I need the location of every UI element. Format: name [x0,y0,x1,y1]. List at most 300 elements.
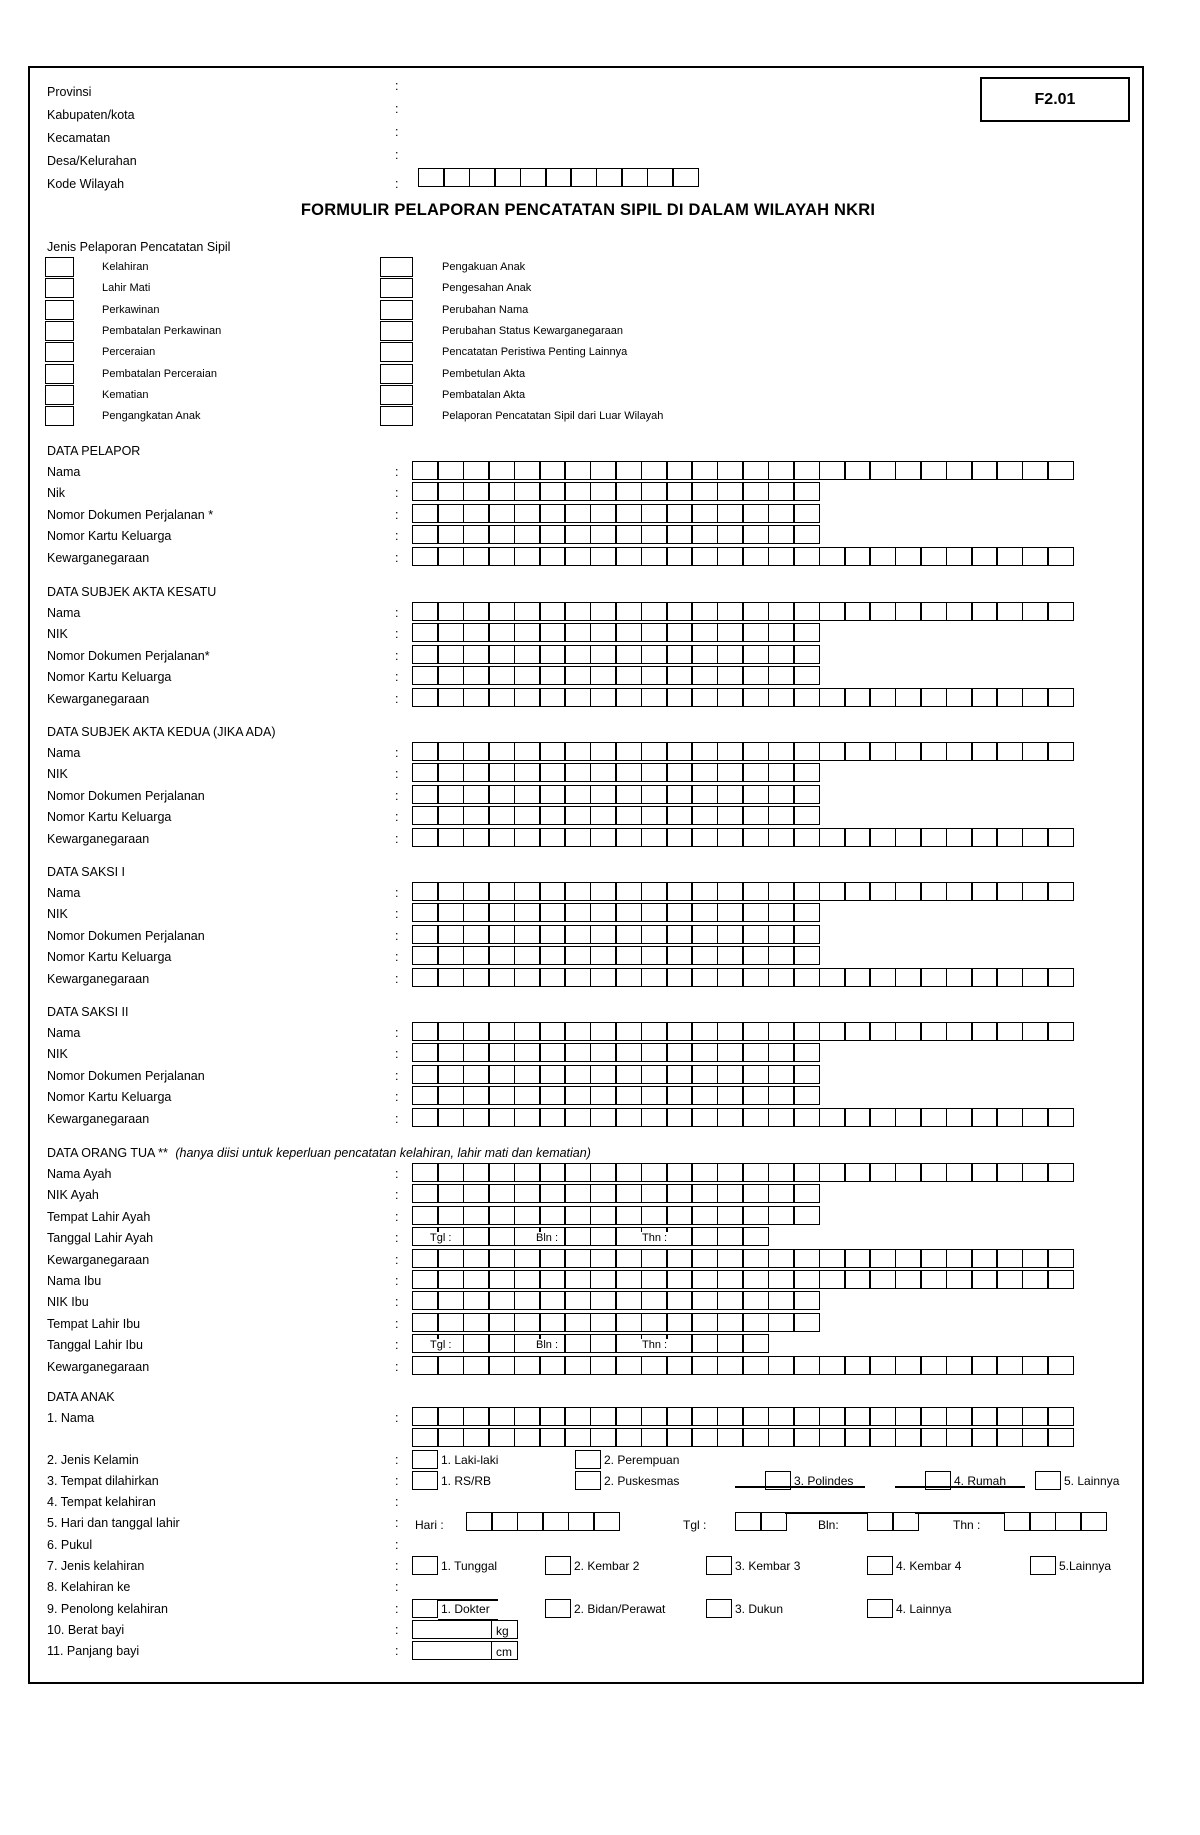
char-box[interactable] [895,1108,922,1127]
char-box[interactable] [463,1313,490,1332]
char-box[interactable] [463,1227,490,1246]
char-box[interactable] [590,645,617,664]
char-box[interactable] [691,1086,718,1105]
char-box[interactable] [920,882,947,901]
char-box[interactable] [412,461,439,480]
char-box[interactable] [514,925,541,944]
char-box[interactable] [412,968,439,987]
char-box[interactable] [514,1108,541,1127]
char-box[interactable] [793,968,820,987]
char-box[interactable] [666,1043,693,1062]
char-box[interactable] [742,925,769,944]
section-input-boxes[interactable] [412,946,819,965]
char-box[interactable] [564,1086,591,1105]
char-box[interactable] [615,946,642,965]
char-box[interactable] [641,1184,668,1203]
char-box[interactable] [735,1512,762,1531]
char-box[interactable] [666,882,693,901]
char-box[interactable] [412,504,439,523]
char-box[interactable] [717,1065,744,1084]
char-box[interactable] [412,688,439,707]
char-box[interactable] [615,1206,642,1225]
char-box[interactable] [463,1206,490,1225]
char-box[interactable] [996,602,1023,621]
char-box[interactable] [844,461,871,480]
char-box[interactable] [491,1512,518,1531]
char-box[interactable] [641,1043,668,1062]
char-box[interactable] [742,946,769,965]
jenis-kelahiran-option-checkbox[interactable] [1030,1556,1056,1575]
char-box[interactable] [615,1428,642,1447]
char-box[interactable] [920,828,947,847]
char-box[interactable] [488,1086,515,1105]
char-box[interactable] [564,482,591,501]
char-box[interactable] [768,882,795,901]
char-box[interactable] [717,1334,744,1353]
char-box[interactable] [488,482,515,501]
char-box[interactable] [793,925,820,944]
char-box[interactable] [996,688,1023,707]
char-box[interactable] [463,1086,490,1105]
char-box[interactable] [742,1163,769,1182]
char-box[interactable] [666,903,693,922]
char-box[interactable] [793,666,820,685]
char-box[interactable] [717,742,744,761]
char-box[interactable] [793,742,820,761]
char-box[interactable] [488,763,515,782]
char-box[interactable] [717,1043,744,1062]
char-box[interactable] [768,828,795,847]
char-box[interactable] [996,1249,1023,1268]
char-box[interactable] [717,525,744,544]
char-box[interactable] [717,1086,744,1105]
char-box[interactable] [742,763,769,782]
section-input-boxes[interactable] [412,688,1073,707]
char-box[interactable] [590,785,617,804]
char-box[interactable] [895,1407,922,1426]
char-box[interactable] [514,1086,541,1105]
char-box[interactable] [1047,1022,1074,1041]
char-box[interactable] [819,968,846,987]
char-box[interactable] [768,946,795,965]
char-box[interactable] [463,666,490,685]
char-box[interactable] [488,1334,515,1353]
char-box[interactable] [469,168,496,187]
char-box[interactable] [564,1227,591,1246]
char-box[interactable] [615,882,642,901]
char-box[interactable] [615,1184,642,1203]
char-box[interactable] [768,763,795,782]
char-box[interactable] [768,1428,795,1447]
jenis-checkbox[interactable] [380,278,413,298]
char-box[interactable] [666,742,693,761]
char-box[interactable] [615,1356,642,1375]
char-box[interactable] [895,602,922,621]
char-box[interactable] [590,946,617,965]
char-box[interactable] [666,461,693,480]
char-box[interactable] [463,1334,490,1353]
char-box[interactable] [666,1356,693,1375]
char-box[interactable] [539,1249,566,1268]
char-box[interactable] [793,504,820,523]
char-box[interactable] [920,1428,947,1447]
char-box[interactable] [742,1065,769,1084]
char-box[interactable] [641,547,668,566]
char-box[interactable] [1047,1407,1074,1426]
char-box[interactable] [615,1270,642,1289]
char-box[interactable] [844,1163,871,1182]
char-box[interactable] [488,461,515,480]
char-box[interactable] [412,1108,439,1127]
char-box[interactable] [1022,547,1049,566]
char-box[interactable] [488,525,515,544]
char-box[interactable] [641,1065,668,1084]
char-box[interactable] [615,1313,642,1332]
tgl-boxes[interactable] [735,1512,786,1531]
char-box[interactable] [564,1163,591,1182]
char-box[interactable] [971,1249,998,1268]
char-box[interactable] [437,547,464,566]
char-box[interactable] [412,946,439,965]
char-box[interactable] [717,1022,744,1041]
char-box[interactable] [717,1291,744,1310]
char-box[interactable] [793,785,820,804]
char-box[interactable] [615,828,642,847]
char-box[interactable] [691,1428,718,1447]
char-box[interactable] [412,1086,439,1105]
char-box[interactable] [760,1512,787,1531]
kode-wilayah-boxes[interactable] [418,168,697,187]
char-box[interactable] [488,742,515,761]
section-input-boxes[interactable] [412,547,1073,566]
char-box[interactable] [793,547,820,566]
char-box[interactable] [1022,968,1049,987]
char-box[interactable] [742,461,769,480]
char-box[interactable] [691,1108,718,1127]
char-box[interactable] [844,1249,871,1268]
char-box[interactable] [666,1184,693,1203]
char-box[interactable] [564,763,591,782]
char-box[interactable] [819,1356,846,1375]
char-box[interactable] [819,602,846,621]
char-box[interactable] [437,1313,464,1332]
char-box[interactable] [768,903,795,922]
char-box[interactable] [742,1407,769,1426]
char-box[interactable] [793,1043,820,1062]
char-box[interactable] [920,968,947,987]
char-box[interactable] [869,1249,896,1268]
char-box[interactable] [895,968,922,987]
char-box[interactable] [488,688,515,707]
char-box[interactable] [691,688,718,707]
char-box[interactable] [412,1291,439,1310]
char-box[interactable] [593,1512,620,1531]
char-box[interactable] [946,1407,973,1426]
char-box[interactable] [615,1043,642,1062]
char-box[interactable] [463,1108,490,1127]
char-box[interactable] [768,602,795,621]
char-box[interactable] [590,1206,617,1225]
char-box[interactable] [641,525,668,544]
char-box[interactable] [666,525,693,544]
char-box[interactable] [641,1163,668,1182]
char-box[interactable] [1022,1249,1049,1268]
char-box[interactable] [412,1249,439,1268]
char-box[interactable] [590,1428,617,1447]
char-box[interactable] [590,1407,617,1426]
char-box[interactable] [691,1407,718,1426]
char-box[interactable] [615,1065,642,1084]
char-box[interactable] [742,1108,769,1127]
char-box[interactable] [971,882,998,901]
char-box[interactable] [641,688,668,707]
kelamin-option-checkbox[interactable] [575,1450,601,1469]
char-box[interactable] [1047,1356,1074,1375]
char-box[interactable] [869,688,896,707]
char-box[interactable] [590,666,617,685]
char-box[interactable] [542,1512,569,1531]
char-box[interactable] [717,1249,744,1268]
char-box[interactable] [539,1206,566,1225]
char-box[interactable] [488,547,515,566]
char-box[interactable] [691,1206,718,1225]
char-box[interactable] [488,806,515,825]
char-box[interactable] [971,1356,998,1375]
char-box[interactable] [793,1206,820,1225]
char-box[interactable] [488,1022,515,1041]
char-box[interactable] [768,1206,795,1225]
section-input-boxes[interactable] [412,645,819,664]
char-box[interactable] [691,828,718,847]
char-box[interactable] [946,742,973,761]
char-box[interactable] [793,461,820,480]
char-box[interactable] [742,504,769,523]
char-box[interactable] [412,602,439,621]
char-box[interactable] [742,1356,769,1375]
char-box[interactable] [539,623,566,642]
char-box[interactable] [437,925,464,944]
char-box[interactable] [717,666,744,685]
char-box[interactable] [768,666,795,685]
char-box[interactable] [488,828,515,847]
char-box[interactable] [768,547,795,566]
char-box[interactable] [869,1356,896,1375]
char-box[interactable] [895,828,922,847]
char-box[interactable] [514,785,541,804]
char-box[interactable] [463,623,490,642]
char-box[interactable] [819,828,846,847]
char-box[interactable] [819,1428,846,1447]
char-box[interactable] [412,785,439,804]
char-box[interactable] [463,525,490,544]
tempat-option-checkbox[interactable] [412,1471,438,1490]
char-box[interactable] [666,504,693,523]
char-box[interactable] [488,1227,515,1246]
char-box[interactable] [946,968,973,987]
char-box[interactable] [539,903,566,922]
char-box[interactable] [590,742,617,761]
char-box[interactable] [564,925,591,944]
char-box[interactable] [996,1108,1023,1127]
char-box[interactable] [564,1065,591,1084]
char-box[interactable] [488,903,515,922]
char-box[interactable] [412,482,439,501]
char-box[interactable] [488,602,515,621]
char-box[interactable] [615,1022,642,1041]
char-box[interactable] [768,785,795,804]
char-box[interactable] [920,1108,947,1127]
section-input-boxes[interactable] [412,882,1073,901]
char-box[interactable] [437,688,464,707]
char-box[interactable] [1022,1022,1049,1041]
char-box[interactable] [717,882,744,901]
char-box[interactable] [463,1270,490,1289]
char-box[interactable] [691,1065,718,1084]
char-box[interactable] [564,946,591,965]
char-box[interactable] [590,504,617,523]
char-box[interactable] [1022,1407,1049,1426]
char-box[interactable] [1047,602,1074,621]
char-box[interactable] [590,1184,617,1203]
char-box[interactable] [996,828,1023,847]
section-input-boxes[interactable] [412,525,819,544]
char-box[interactable] [641,903,668,922]
jenis-kelahiran-option-checkbox[interactable] [706,1556,732,1575]
char-box[interactable] [717,968,744,987]
char-box[interactable] [615,666,642,685]
char-box[interactable] [869,742,896,761]
char-box[interactable] [564,742,591,761]
char-box[interactable] [463,645,490,664]
char-box[interactable] [793,1407,820,1426]
char-box[interactable] [920,461,947,480]
char-box[interactable] [717,903,744,922]
char-box[interactable] [539,1065,566,1084]
char-box[interactable] [946,602,973,621]
char-box[interactable] [793,1022,820,1041]
char-box[interactable] [691,1249,718,1268]
char-box[interactable] [564,547,591,566]
orangtua-input-boxes[interactable] [412,1270,1073,1289]
char-box[interactable] [539,482,566,501]
char-box[interactable] [742,1184,769,1203]
char-box[interactable] [717,925,744,944]
char-box[interactable] [691,1356,718,1375]
char-box[interactable] [869,1022,896,1041]
char-box[interactable] [539,1356,566,1375]
char-box[interactable] [691,946,718,965]
char-box[interactable] [691,763,718,782]
char-box[interactable] [691,903,718,922]
char-box[interactable] [895,461,922,480]
char-box[interactable] [488,1163,515,1182]
char-box[interactable] [564,1108,591,1127]
char-box[interactable] [819,547,846,566]
char-box[interactable] [437,1291,464,1310]
char-box[interactable] [412,525,439,544]
section-input-boxes[interactable] [412,763,819,782]
char-box[interactable] [666,1428,693,1447]
char-box[interactable] [514,1428,541,1447]
char-box[interactable] [539,1270,566,1289]
char-box[interactable] [488,645,515,664]
char-box[interactable] [768,1407,795,1426]
char-box[interactable] [946,1163,973,1182]
char-box[interactable] [691,461,718,480]
char-box[interactable] [615,1227,642,1246]
char-box[interactable] [564,1270,591,1289]
char-box[interactable] [717,645,744,664]
char-box[interactable] [768,482,795,501]
char-box[interactable] [590,623,617,642]
char-box[interactable] [437,903,464,922]
char-box[interactable] [514,1356,541,1375]
char-box[interactable] [564,1428,591,1447]
char-box[interactable] [793,525,820,544]
char-box[interactable] [793,602,820,621]
char-box[interactable] [666,1022,693,1041]
char-box[interactable] [463,504,490,523]
char-box[interactable] [793,1163,820,1182]
char-box[interactable] [641,504,668,523]
jenis-kelahiran-option-checkbox[interactable] [545,1556,571,1575]
char-box[interactable] [768,1022,795,1041]
char-box[interactable] [514,504,541,523]
char-box[interactable] [742,1291,769,1310]
char-box[interactable] [717,1356,744,1375]
char-box[interactable] [641,1022,668,1041]
tempat-option-checkbox[interactable] [925,1471,951,1490]
char-box[interactable] [539,547,566,566]
char-box[interactable] [539,1108,566,1127]
char-box[interactable] [1047,1163,1074,1182]
char-box[interactable] [666,1065,693,1084]
char-box[interactable] [768,525,795,544]
char-box[interactable] [412,1022,439,1041]
char-box[interactable] [539,806,566,825]
char-box[interactable] [615,925,642,944]
char-box[interactable] [742,785,769,804]
char-box[interactable] [920,1022,947,1041]
section-input-boxes[interactable] [412,1065,819,1084]
char-box[interactable] [742,1227,769,1246]
char-box[interactable] [946,1356,973,1375]
char-box[interactable] [564,602,591,621]
char-box[interactable] [946,547,973,566]
char-box[interactable] [666,925,693,944]
char-box[interactable] [996,742,1023,761]
char-box[interactable] [539,688,566,707]
char-box[interactable] [539,666,566,685]
berat-input[interactable] [412,1620,492,1639]
char-box[interactable] [717,806,744,825]
char-box[interactable] [615,806,642,825]
char-box[interactable] [412,1313,439,1332]
section-input-boxes[interactable] [412,602,1073,621]
char-box[interactable] [844,968,871,987]
char-box[interactable] [488,1407,515,1426]
orangtua-input-boxes[interactable] [412,1184,819,1203]
char-box[interactable] [615,742,642,761]
penolong-option-checkbox[interactable] [867,1599,893,1618]
char-box[interactable] [666,688,693,707]
anak-nama-boxes[interactable] [412,1407,1073,1426]
char-box[interactable] [768,968,795,987]
char-box[interactable] [412,882,439,901]
char-box[interactable] [971,1022,998,1041]
char-box[interactable] [895,742,922,761]
char-box[interactable] [1022,688,1049,707]
